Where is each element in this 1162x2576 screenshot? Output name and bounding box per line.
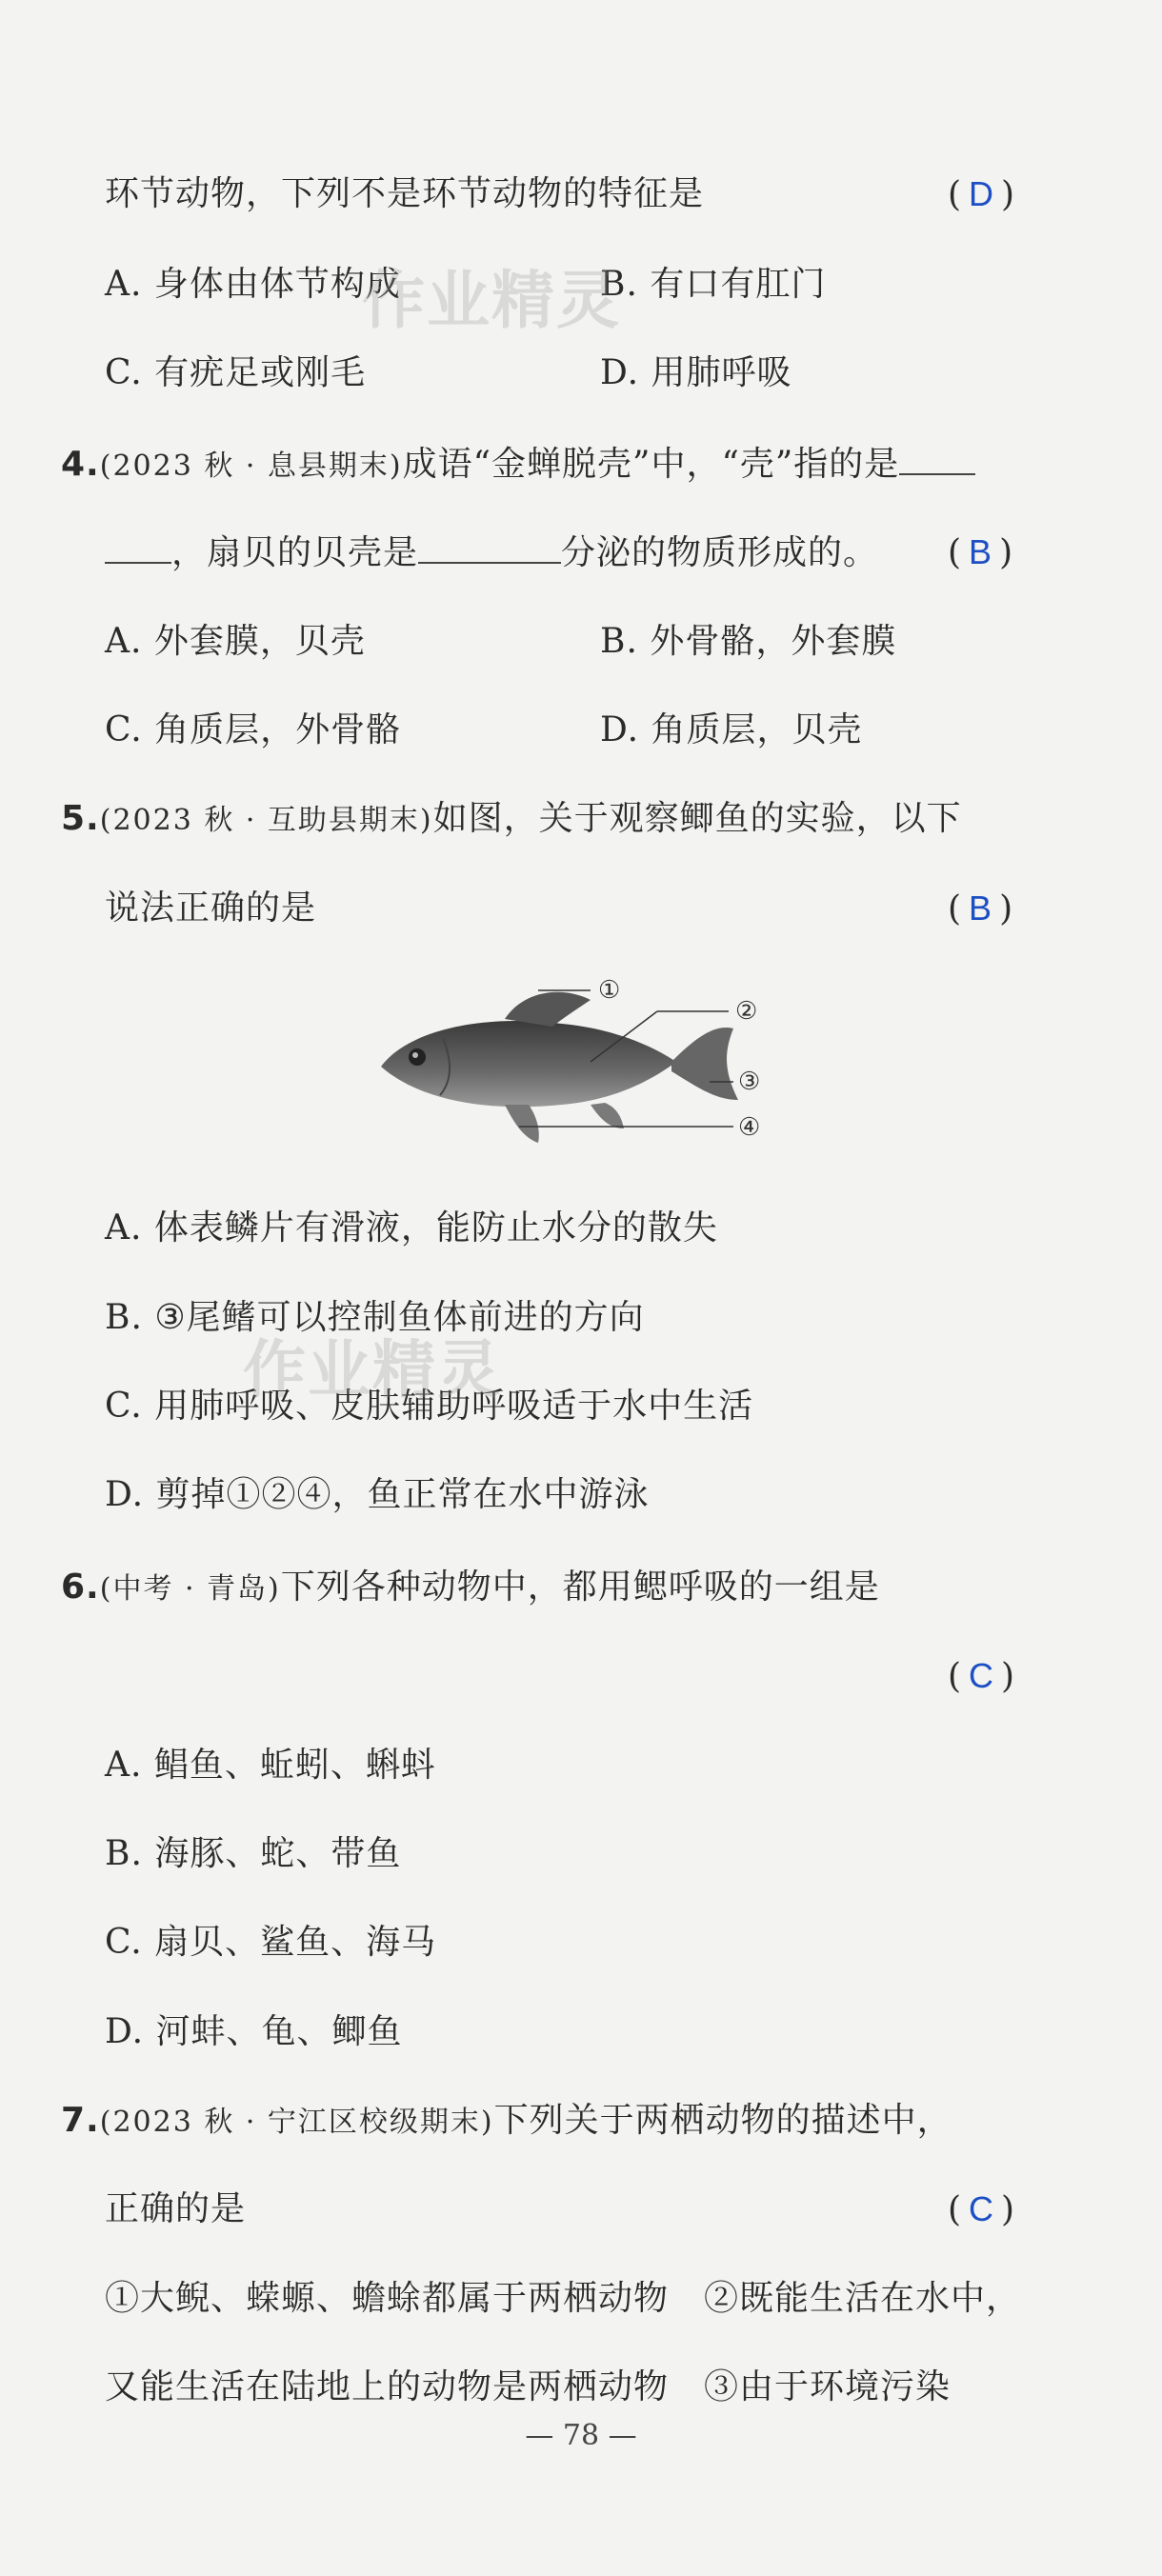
q5-answer: (B) — [948, 889, 1021, 929]
q7-answer-letter: C — [969, 2189, 1002, 2228]
q5-stem-line2: 说法正确的是 — [105, 889, 317, 928]
q4-line2 — [105, 531, 878, 574]
q5-number: 5. — [61, 799, 100, 838]
q6-answer-letter: C — [969, 1656, 1002, 1695]
q3-stem: 环节动物，下列不是环节动物的特征是 — [105, 174, 705, 213]
q5-stem-line1: 如图，关于观察鲫鱼的实验，以下 — [432, 799, 962, 838]
q7-statement-line2: 又能生活在陆地上的动物是两栖动物 ③由于环境污染 — [105, 2367, 952, 2406]
q4-option-a: A. 外套膜，贝壳 — [105, 622, 366, 661]
q4-blank-1a — [899, 443, 975, 475]
q4-number: 4. — [61, 445, 100, 484]
crucian-carp-figure — [371, 971, 781, 1171]
q6-option-c: C. 扇贝、鲨鱼、海马 — [105, 1923, 437, 1962]
q3-answer-letter: D — [969, 174, 1002, 213]
q4-stem-line2-a: ，扇贝的贝壳是 — [171, 533, 419, 572]
q5-line1 — [61, 798, 962, 842]
q3-option-a: A. 身体由体节构成 — [105, 265, 401, 304]
figure-label-1: ① — [598, 976, 621, 1005]
q6-option-d: D. 河蚌、龟、鲫鱼 — [105, 2012, 403, 2051]
figure-label-3: ③ — [738, 1068, 761, 1096]
q7-number: 7. — [61, 2101, 100, 2140]
q6-option-b: B. 海豚、蛇、带鱼 — [105, 1834, 402, 1873]
q7-line1 — [61, 2100, 952, 2144]
q4-blank-1b — [105, 531, 171, 564]
q4-answer: (B) — [948, 532, 1021, 572]
figure-label-4: ④ — [738, 1113, 761, 1142]
q6-line1 — [61, 1567, 880, 1610]
q4-option-c: C. 角质层，外骨骼 — [105, 710, 402, 749]
fish-illustration — [381, 992, 738, 1143]
q5-answer-letter: B — [969, 889, 1000, 928]
q7-source: (2023 秋 · 宁江区校级期末) — [99, 2106, 494, 2139]
q5-option-b: B. ③尾鳍可以控制鱼体前进的方向 — [105, 1298, 645, 1337]
q6-number: 6. — [61, 1568, 100, 1607]
q4-line1 — [61, 443, 975, 488]
q3-option-d: D. 用肺呼吸 — [600, 353, 792, 392]
q5-option-a: A. 体表鳞片有滑液，能防止水分的散失 — [105, 1208, 718, 1248]
q6-option-a: A. 鲳鱼、蚯蚓、蝌蚪 — [105, 1746, 436, 1785]
figure-label-2: ② — [735, 997, 758, 1026]
q3-answer: (D) — [948, 174, 1023, 214]
q7-statement-line1: ①大鲵、蝾螈、蟾蜍都属于两栖动物 ②既能生活在水中， — [105, 2279, 1022, 2318]
q5-option-c: C. 用肺呼吸、皮肤辅助呼吸适于水中生活 — [105, 1387, 754, 1426]
q3-option-c: C. 有疣足或刚毛 — [105, 353, 367, 392]
q4-stem-line1: 成语“金蝉脱壳”中，“壳”指的是 — [402, 445, 900, 484]
q6-source: (中考 · 青岛) — [99, 1572, 281, 1606]
q4-option-b: B. 外骨骼，外套膜 — [600, 622, 897, 661]
watermark: 作业精灵 — [362, 264, 621, 337]
q4-answer-letter: B — [969, 532, 1000, 571]
q7-stem-line1: 下列关于两栖动物的描述中， — [493, 2101, 952, 2140]
watermark-2: 作业精灵 — [243, 1333, 502, 1407]
q5-option-d: D. 剪掉①②④，鱼正常在水中游泳 — [105, 1475, 650, 1514]
q5-source: (2023 秋 · 互助县期末) — [99, 804, 433, 837]
q4-option-d: D. 角质层，贝壳 — [600, 710, 863, 749]
q4-blank-2 — [418, 531, 561, 564]
page-number: — 78 — — [525, 2419, 637, 2452]
q4-stem-line2-b: 分泌的物质形成的。 — [561, 533, 879, 572]
q7-answer: (C) — [948, 2189, 1023, 2229]
q3-option-b: B. 有口有肛门 — [600, 265, 827, 304]
q6-answer: (C) — [948, 1656, 1023, 1696]
q7-stem-line2: 正确的是 — [105, 2189, 247, 2228]
q4-source: (2023 秋 · 息县期末) — [99, 449, 403, 483]
q6-stem: 下列各种动物中，都用鳃呼吸的一组是 — [280, 1568, 880, 1607]
